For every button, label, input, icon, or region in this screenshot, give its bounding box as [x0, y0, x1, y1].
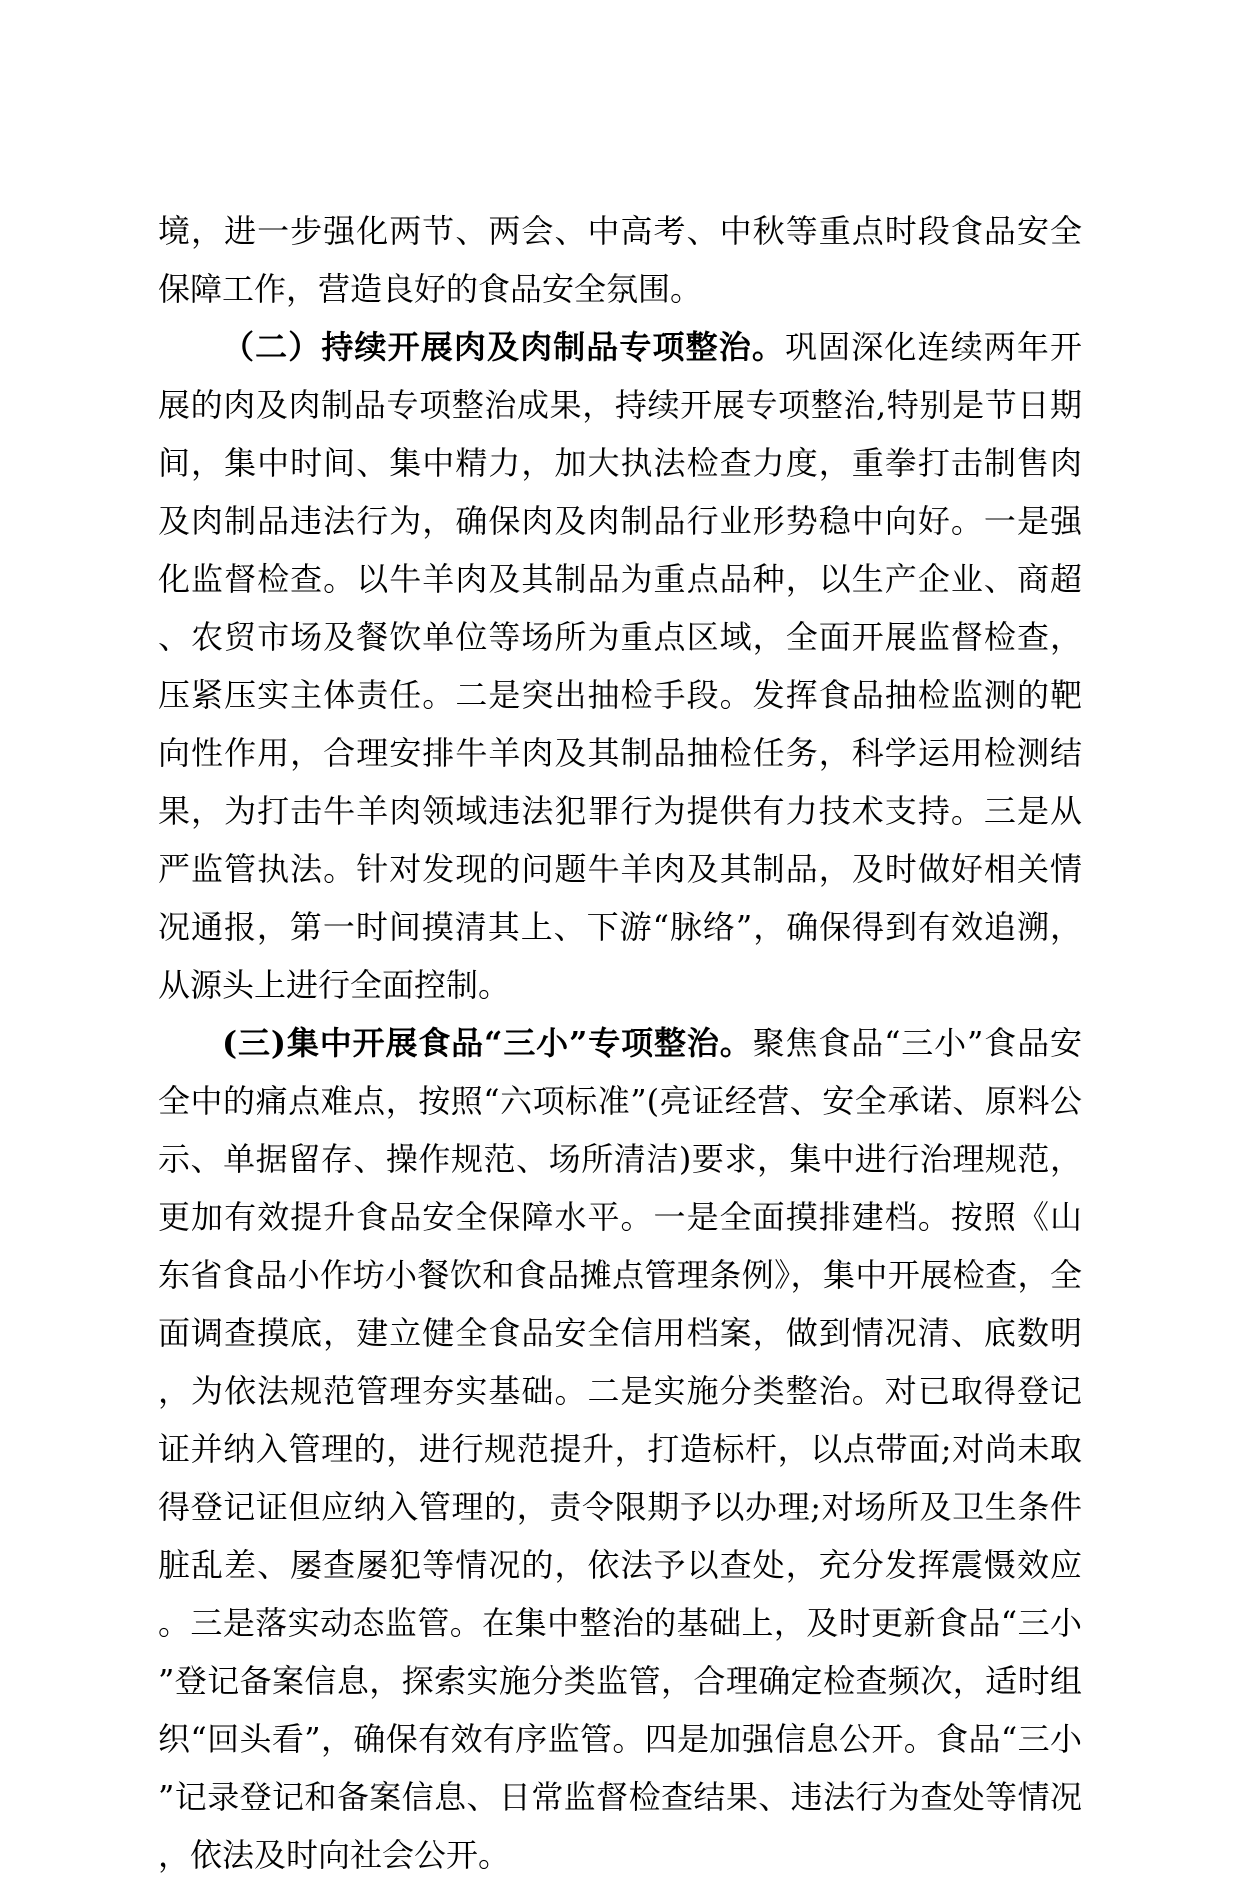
section-body: 巩固深化连续两年开展的肉及肉制品专项整治成果，持续开展专项整治,特别是节日期间，集中时间、集中精力，加大执法检查力度，重拳打击制售肉及肉制品违法行为，确保肉及肉制品行业形势稳中向好。一是强化监督检查。以牛羊肉及其制品为重点品种，以生产企业、商超、农贸市场及餐饮单位等场所为重点区域，全面开展监督检查，压紧压实主体责任。二是突出抽检手段。发挥食品抽检监测的靶向性作用，合理安排牛羊肉及其制品抽检任务，科学运用检测结果，为打击牛羊肉领域违法犯罪行为提供有力技术支持。三是从严监管执法。针对发现的问题牛羊肉及其制品，及时做好相关情况通报，第一时间摸清其上、下游“脉络”，确保得到有效追溯，从源头上进行全面控制。: [158, 328, 1082, 1004]
paragraph-text: 境，进一步强化两节、两会、中高考、中秋等重点时段食品安全保障工作，营造良好的食品安全氛围。: [158, 212, 1082, 308]
section-heading: (三)集中开展食品“三小”专项整治。: [222, 1024, 753, 1062]
section-body: 聚焦食品“三小”食品安全中的痛点难点，按照“六项标准”(亮证经营、安全承诺、原料公示、单据留存、操作规范、场所清洁)要求，集中进行治理规范，更加有效提升食品安全保障水平。一是全面摸排建档。按照《山东省食品小作坊小餐饮和食品摊点管理条例》，集中开展检查，全面调查摸底，建立健全食品安全信用档案，做到情况清、底数明，为依法规范管理夯实基础。二是实施分类整治。对已取得登记证并纳入管理的，进行规范提升，打造标杆，以点带面;对尚未取得登记证但应纳入管理的，责令限期予以办理;对场所及卫生条件脏乱差、屡查屡犯等情况的，依法予以查处，充分发挥震慑效应。三是落实动态监管。在集中整治的基础上，及时更新食品“三小”登记备案信息，探索实施分类监管，合理确定检查频次，适时组织“回头看”，确保有效有序监管。四是加强信息公开。食品“三小”记录登记和备案信息、日常监督检查结果、违法行为查处等情况，依法及时向社会公开。: [158, 1024, 1082, 1874]
section-heading: （二）持续开展肉及肉制品专项整治。: [222, 328, 786, 366]
document-page: [158, 202, 1082, 1884]
paragraph-continuation: [158, 202, 1082, 318]
section-meat-products: [158, 318, 1082, 1014]
